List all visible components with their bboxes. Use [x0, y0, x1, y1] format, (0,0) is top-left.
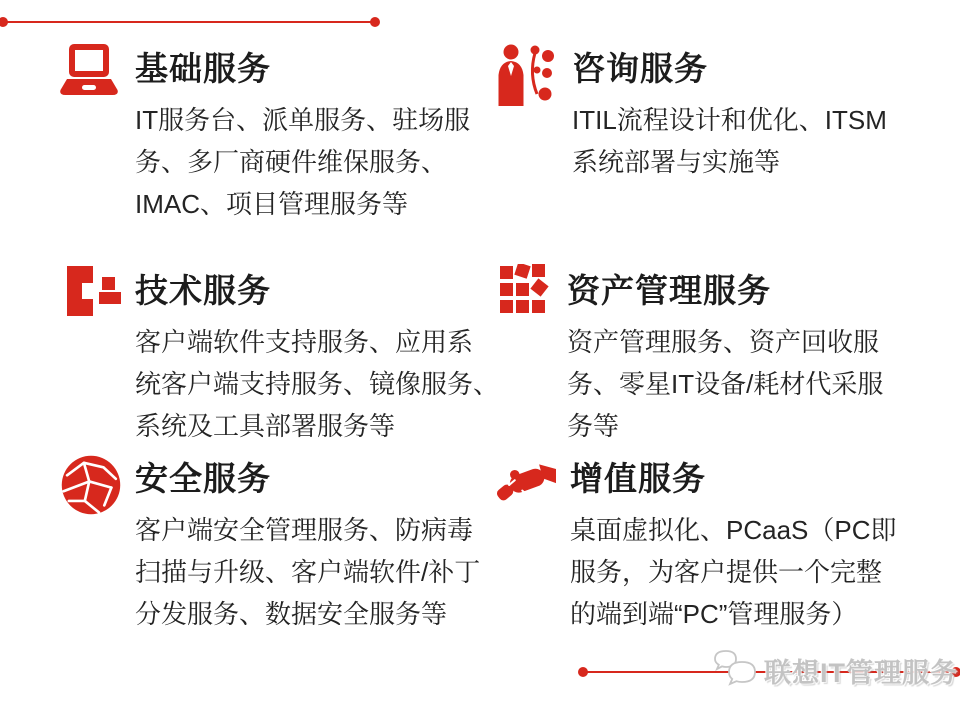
globe-icon	[60, 454, 122, 521]
body-line: 客户端软件支持服务、应用系	[135, 327, 474, 357]
section-title: 增值服务	[570, 460, 706, 497]
body-line: 系统及工具部署服务等	[135, 411, 396, 441]
line-endpoint-dot	[578, 667, 588, 677]
section-body	[135, 509, 480, 635]
section-title: 咨询服务	[572, 50, 708, 87]
section-title: 资产管理服务	[567, 272, 771, 309]
body-line: 服务，为客户提供一个完整	[570, 557, 883, 587]
consultant-icon	[498, 44, 554, 111]
chat-bubbles-icon	[712, 648, 758, 693]
section-body	[135, 99, 470, 225]
section-title: 技术服务	[135, 272, 271, 309]
line-endpoint-dot	[0, 17, 8, 27]
body-line: IT服务台、派单服务、驻场服	[135, 105, 471, 135]
watermark-text: 联想IT管理服务	[764, 658, 958, 688]
body-line: 资产管理服务、资产回收服	[567, 327, 880, 357]
body-line: 务、零星IT设备/耗材代采服	[567, 369, 884, 399]
section-title: 安全服务	[135, 460, 271, 497]
body-line: IMAC、项目管理服务等	[135, 189, 409, 219]
body-line: 分发服务、数据安全服务等	[135, 599, 448, 629]
section-body	[572, 99, 887, 183]
section-body	[570, 509, 897, 635]
body-line: 务等	[567, 411, 620, 441]
top-accent-line	[0, 21, 376, 23]
section-body	[135, 321, 499, 447]
connector-plug-icon	[67, 266, 121, 321]
body-line: 扫描与升级、客户端软件/补丁	[135, 557, 481, 587]
body-line: 客户端安全管理服务、防病毒	[135, 515, 474, 545]
line-endpoint-dot	[370, 17, 380, 27]
watermark	[712, 648, 958, 693]
body-line: 统客户端支持服务、镜像服务、	[135, 369, 500, 399]
body-line: 桌面虚拟化、PCaaS（PC即	[570, 515, 897, 545]
body-line: 务、多厂商硬件维保服务、	[135, 147, 448, 177]
laptop-icon	[60, 44, 118, 101]
handshake-icon	[496, 462, 556, 511]
grid-blocks-icon	[500, 264, 550, 321]
section-title: 基础服务	[135, 50, 271, 87]
body-line: 系统部署与实施等	[572, 147, 781, 177]
body-line: 的端到端“PC”管理服务）	[570, 599, 858, 629]
body-line: ITIL流程设计和优化、ITSM	[572, 105, 887, 135]
section-body	[567, 321, 883, 447]
